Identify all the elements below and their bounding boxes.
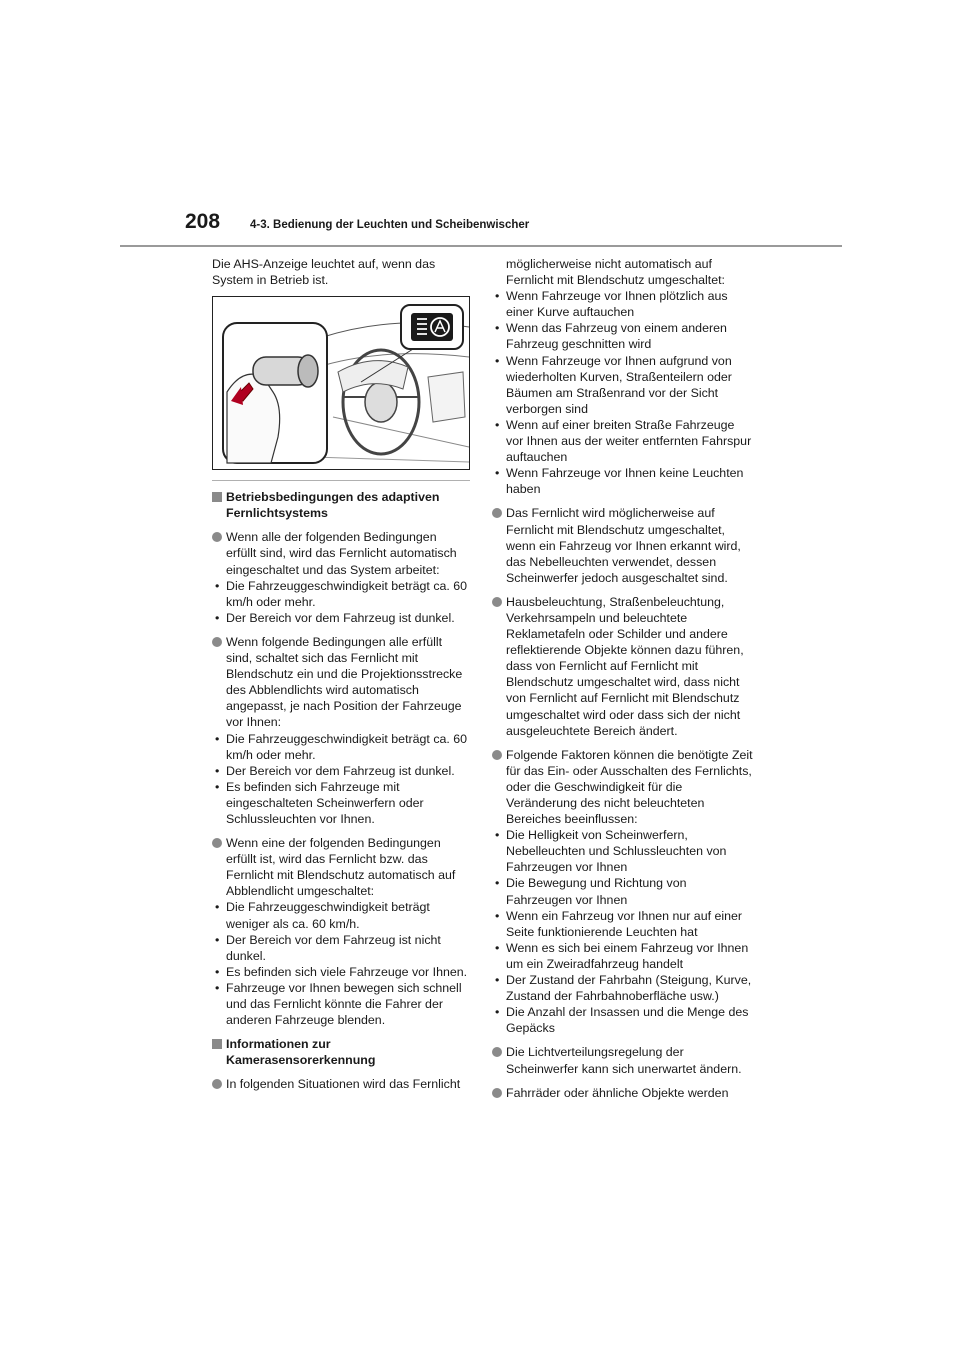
list-item: • Wenn ein Fahrzeug vor Ihnen nur auf einer Seite funktionierende Leuchten hat (495, 908, 743, 939)
circle-bullet-icon (492, 1047, 502, 1057)
list-item: • Der Bereich vor dem Fahrzeug ist nicht dunkel. (215, 932, 441, 963)
list-item: • Die Fahrzeuggeschwindigkeit beträgt ca. 60 km/h oder mehr. (215, 731, 468, 762)
bullet-text: Fahrräder oder ähnliche Objekte werden (506, 1085, 729, 1100)
ahs-illustration (212, 296, 470, 470)
condition-block-1 (212, 529, 470, 626)
list-item: • Der Zustand der Fahrbahn (Steigung, Kurve, Zustand der Fahrbahnoberfläche usw.) (495, 973, 752, 1004)
bullet-paragraph: In folgenden Situationen wird das Fernlicht (212, 1076, 470, 1092)
dashboard-illustration (213, 297, 469, 469)
header-rule (120, 245, 842, 247)
page-number: 208 (185, 210, 221, 233)
list-item: • Die Bewegung und Richtung von Fahrzeugen vor Ihnen (495, 876, 687, 907)
list-item: • Der Bereich vor dem Fahrzeug ist dunkel. (215, 610, 455, 625)
condition-block-2 (212, 634, 470, 827)
continuation-text: möglicherweise nicht automatisch auf Fernlicht mit Blendschutz umgeschaltet: (506, 257, 725, 288)
circle-bullet-icon (492, 1088, 502, 1098)
list-item: • Die Fahrzeuggeschwindigkeit beträgt weniger als ca. 60 km/h. (215, 900, 430, 931)
square-bullet-icon (212, 492, 222, 502)
bullet-text: Das Fernlicht wird möglicherweise auf Fernlicht mit Blendschutz umgeschaltet, wenn ein Fahrzeug vor Ihnen erkannt wird, das Nebelleuchten verwendet, dessen Scheinwerfer jedoch ausgeschaltet sind. (506, 506, 741, 585)
note-factors (492, 747, 754, 1037)
list-item: • Die Helligkeit von Scheinwerfern, Nebelleuchten und Schlussleuchten von Fahrzeugen vor Ihnen (495, 828, 727, 875)
note-bicycles (492, 1085, 754, 1101)
circle-bullet-icon (492, 597, 502, 607)
list-item: • Wenn es sich bei einem Fahrzeug vor Ihnen um ein Zweiradfahrzeug handelt (495, 940, 749, 971)
list-item: • Die Fahrzeuggeschwindigkeit beträgt ca. 60 km/h oder mehr. (215, 578, 468, 609)
condition-block-3 (212, 835, 470, 1028)
bullet-text: Wenn folgende Bedingungen alle erfüllt sind, schaltet sich das Fernlicht mit Blendschutz ein und die Projektionsstrecke des Abblendlichts wird automatisch angepasst, je nach Position der Fahrzeuge vor Ihnen: (226, 634, 463, 730)
list-item: • Die Anzahl der Insassen und die Menge des Gepäcks (495, 1005, 749, 1036)
square-bullet-icon (212, 1039, 222, 1049)
list-item: • Wenn Fahrzeuge vor Ihnen aufgrund von wiederholten Kurven, Straßenteilern oder Bäumen am Straßenrand vor der Sicht verborgen sind (495, 353, 732, 416)
circle-bullet-icon (492, 750, 502, 760)
list-item: • Wenn auf einer breiten Straße Fahrzeuge vor Ihnen aus der weiter entfernten Fahrspur auftauchen (495, 417, 752, 465)
section-heading-camera-sensor: Informationen zur Kamerasensorerkennung (212, 1036, 470, 1068)
right-column (492, 256, 754, 1109)
bullet-text: Die Lichtverteilungsregelung der Scheinwerfer kann sich unerwartet ändern. (506, 1045, 742, 1076)
ahs-indicator-icon (411, 313, 453, 341)
circle-bullet-icon (212, 532, 222, 542)
list-item: • Es befinden sich Fahrzeuge mit eingeschalteten Scheinwerfern oder Schlussleuchten vor Ihnen. (215, 779, 424, 826)
intro-text: Die AHS-Anzeige leuchtet auf, wenn das System in Betrieb ist. (212, 257, 436, 288)
circle-bullet-icon (212, 1079, 222, 1089)
note-light-distribution (492, 1044, 754, 1076)
list-item: • Fahrzeuge vor Ihnen bewegen sich schnell und das Fernlicht könnte die Fahrer der anderen Fahrzeuge blenden. (215, 980, 462, 1028)
section-heading-operating-conditions: Betriebsbedingungen des adaptiven Fernlichtsystems (212, 489, 470, 521)
continued-block (492, 256, 754, 497)
section-divider (212, 480, 470, 481)
note-reflective-objects (492, 594, 754, 739)
circle-bullet-icon (212, 838, 222, 848)
list-item: • Der Bereich vor dem Fahrzeug ist dunkel. (215, 763, 455, 778)
left-column (212, 256, 470, 1092)
circle-bullet-icon (212, 637, 222, 647)
chapter-title: 4-3. Bedienung der Leuchten und Scheibenwischer (250, 219, 530, 231)
list-item: • Wenn Fahrzeuge vor Ihnen plötzlich aus einer Kurve auftauchen (495, 289, 728, 320)
bullet-text: Hausbeleuchtung, Straßenbeleuchtung, Verkehrsampeln und beleuchtete Reklametafeln oder Schilder und andere reflektierende Objekte können dazu führen, dass von Fernlicht auf Fernlicht mit Blendschutz umgeschaltet wird, dass nicht von Fernlicht auf Fernlicht mit Blendschutz umgeschaltet wird oder dass sich der nicht ausgeleuchtete Bereich ändert. (506, 594, 744, 738)
list-item: • Wenn das Fahrzeug von einem anderen Fahrzeug geschnitten wird (495, 321, 727, 352)
bullet-text: Wenn alle der folgenden Bedingungen erfüllt sind, wird das Fernlicht automatisch eingeschaltet und das System arbeitet: (226, 530, 457, 577)
circle-bullet-icon (492, 508, 502, 518)
list-item: • Es befinden sich viele Fahrzeuge vor Ihnen. (215, 964, 468, 979)
note-fog-lights (492, 505, 754, 585)
list-item: • Wenn Fahrzeuge vor Ihnen keine Leuchten haben (495, 466, 744, 497)
bullet-text: Wenn eine der folgenden Bedingungen erfüllt ist, wird das Fernlicht bzw. das Fernlicht mit Blendschutz automatisch auf Abblendlicht umgeschaltet: (226, 836, 456, 899)
bullet-text: Folgende Faktoren können die benötigte Zeit für das Ein- oder Ausschalten des Fernlichts, oder die Geschwindigkeit für die Veränderung des nicht beleuchteten Bereiches beeinflussen: (506, 747, 753, 827)
